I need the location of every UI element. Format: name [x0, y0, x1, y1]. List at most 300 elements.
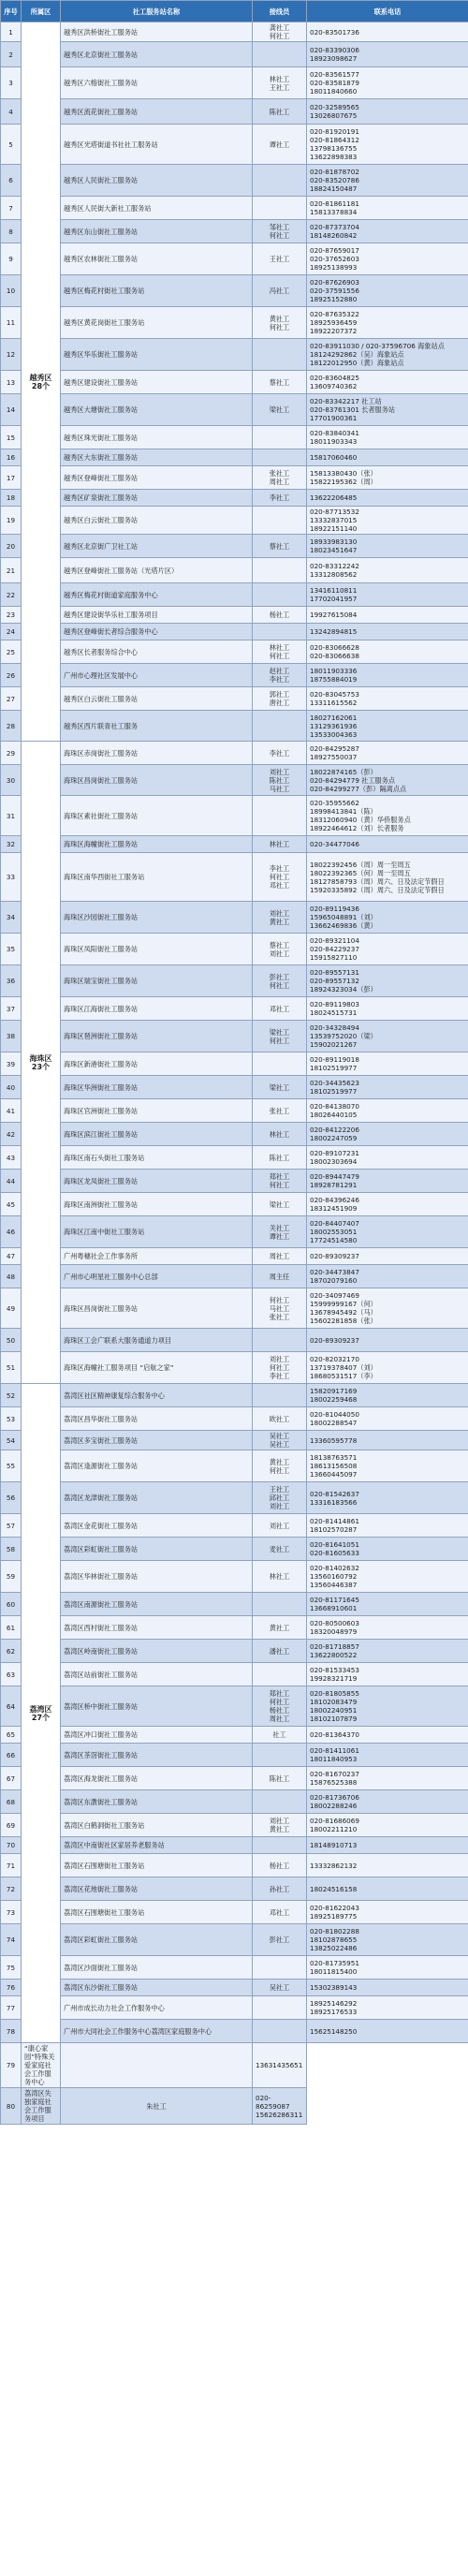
cell-station-name: 广州市心明星社工服务中心总部 [61, 1265, 253, 1288]
table-row [1, 934, 468, 965]
cell-seq: 19 [1, 507, 22, 535]
cell-phone: 020-81802288 18102878655 13825022486 [307, 1924, 468, 1956]
cell-seq: 27 [1, 687, 22, 711]
cell-seq: 6 [1, 165, 22, 197]
cell-phone: 020-81364370 [307, 1727, 468, 1744]
cell-operator [253, 1384, 307, 1407]
cell-operator [253, 1744, 307, 1767]
table-row [1, 796, 468, 836]
district-count: 23个 [31, 1062, 51, 1071]
table-row [1, 42, 468, 67]
cell-phone: 020-80500603 18320048979 [307, 1616, 468, 1640]
cell-seq: 51 [1, 1352, 22, 1384]
table-row [1, 1538, 468, 1561]
cell-seq: 72 [1, 1877, 22, 1901]
cell-seq: 7 [1, 197, 22, 220]
cell-operator: 郑社工 何社工 [253, 1170, 307, 1193]
cell-operator: 彭社工 [253, 1924, 307, 1956]
cell-operator: 欧社工 [253, 1407, 307, 1431]
cell-district [22, 742, 61, 1384]
district-name: 越秀区 [29, 373, 52, 382]
cell-seq: 52 [1, 1384, 22, 1407]
cell-phone: 020-81878702 020-83520786 18824150487 [307, 165, 468, 197]
table-row [1, 1814, 468, 1837]
cell-station-name: 海珠区南石头街社工服务站 [61, 1146, 253, 1170]
cell-station-name: 海珠区官洲街社工服务站 [61, 1099, 253, 1123]
cell-seq: 26 [1, 664, 22, 687]
cell-operator: 黄社工 何社工 [253, 1450, 307, 1482]
table-row [1, 1216, 468, 1248]
cell-seq: 75 [1, 1956, 22, 1980]
table-row [1, 765, 468, 796]
cell-seq: 14 [1, 394, 22, 426]
cell-operator: 何社工 马社工 张社工 [253, 1288, 307, 1329]
table-row [1, 1248, 468, 1265]
cell-operator: 郭社工 唐社工 [253, 687, 307, 711]
cell-phone: 020-83390306 18923098627 [307, 42, 468, 67]
cell-station-name: 海珠区素社街社工服务站 [61, 796, 253, 836]
cell-phone: 18011903336 18755884019 [307, 664, 468, 687]
cell-phone: 020-87635322 18925936459 18922207372 [307, 307, 468, 339]
table-row [1, 664, 468, 687]
cell-seq: 20 [1, 535, 22, 558]
cell-phone: 020-81686069 18002211210 [307, 1814, 468, 1837]
cell-phone: 020-83561577 020-83581879 18011840660 [307, 67, 468, 99]
cell-phone: 020-81861181 15813378834 [307, 197, 468, 220]
cell-station-name: 荔湾区海龙街社工服务站 [61, 1767, 253, 1790]
cell-station-name: 越秀区梅花村街道家庭服务中心 [61, 583, 253, 607]
cell-seq: 5 [1, 125, 22, 165]
cell-phone: 020-34473847 18702079160 [307, 1265, 468, 1288]
cell-phone: 020-35955662 18998413841（陈） 18312060940（黄）华侨服务点 18922464612（刘）长者服务 [307, 796, 468, 836]
cell-operator: 吴社工 [253, 1980, 307, 1996]
table-row [1, 220, 468, 243]
table-body [1, 22, 468, 2125]
cell-operator: 李社工 [253, 742, 307, 765]
cell-seq: 17 [1, 466, 22, 490]
table-row [1, 1616, 468, 1640]
cell-station-name: 荔湾区彩虹街社工服务站 [61, 1924, 253, 1956]
table-row [1, 1561, 468, 1593]
cell-phone: 020-83501736 [307, 22, 468, 42]
cell-seq: 68 [1, 1790, 22, 1814]
cell-station-name: 越秀区北京街广卫社工站 [61, 535, 253, 558]
cell-station-name: 荔湾区社区精神康复综合服务中心 [61, 1384, 253, 1407]
cell-seq: 35 [1, 934, 22, 965]
table-row [1, 1352, 468, 1384]
table-row [1, 535, 468, 558]
cell-seq: 48 [1, 1265, 22, 1288]
table-row [1, 902, 468, 934]
table-row [1, 1767, 468, 1790]
table-row [1, 997, 468, 1021]
cell-phone: 020-81044050 18002288547 [307, 1407, 468, 1431]
table-row [1, 197, 468, 220]
cell-phone: 020-83911030 / 020-37596706 海象站点 18124292862（吴）海象站点 18122012950（黄）海象站点 [307, 339, 468, 371]
cell-operator: 社工 [253, 1727, 307, 1744]
cell-station-name: 荔湾区南源街社工服务站 [61, 1593, 253, 1616]
cell-station-name: 越秀区人民街社工服务站 [61, 165, 253, 197]
cell-phone: 020-81542637 13316183566 [307, 1482, 468, 1514]
district-name: 海珠区 [29, 1053, 52, 1063]
cell-operator [253, 449, 307, 466]
cell-station-name: 越秀区东山街社工服务站 [61, 220, 253, 243]
cell-seq: 53 [1, 1407, 22, 1431]
cell-station-name: 荔湾区西村街社工服务站 [61, 1616, 253, 1640]
table-row [1, 742, 468, 765]
cell-phone: 15820917169 18002259468 [307, 1384, 468, 1407]
cell-station-name: 海珠区新港街社工服务站 [61, 1052, 253, 1076]
cell-seq: 61 [1, 1616, 22, 1640]
table-row [1, 1482, 468, 1514]
cell-seq: 36 [1, 965, 22, 997]
cell-phone: 020-81736706 18002288246 [307, 1790, 468, 1814]
cell-station-name: 荔湾区东漖街社工服务站 [61, 1790, 253, 1814]
cell-operator: 郑社工 何社工 杨社工 周社工 [253, 1686, 307, 1727]
cell-station-name: 海珠区凤阳街社工服务站 [61, 934, 253, 965]
cell-phone: 13631435651 [253, 2043, 307, 2088]
cell-station-name: 越秀区长者服务综合中心 [61, 640, 253, 664]
table-row [1, 1980, 468, 1996]
cell-operator: 李社工 何社工 邓社工 [253, 853, 307, 902]
cell-operator [253, 165, 307, 197]
cell-station-name: 荔湾区冲口街社工服务站 [61, 1727, 253, 1744]
cell-operator: 林社工 何社工 [253, 640, 307, 664]
table-row [1, 2043, 468, 2088]
cell-operator [253, 583, 307, 607]
cell-seq: 23 [1, 607, 22, 624]
cell-seq: 57 [1, 1514, 22, 1538]
cell-phone: 020-81805855 18102083479 18002240951 18102107879 [307, 1686, 468, 1727]
cell-station-name: 越秀区大塘街社工服务站 [61, 394, 253, 426]
cell-seq: 8 [1, 220, 22, 243]
cell-operator [253, 1996, 307, 2020]
cell-seq: 47 [1, 1248, 22, 1265]
table-row [1, 965, 468, 997]
cell-operator: 麦社工 [253, 1538, 307, 1561]
cell-station-name: 荔湾区沙面街社工服务站 [61, 1956, 253, 1980]
cell-operator: 谭社工 [253, 125, 307, 165]
cell-station-name: 越秀区北京街社工服务站 [61, 42, 253, 67]
cell-seq: 54 [1, 1431, 22, 1450]
cell-station-name: 荔湾区桥中街社工服务站 [61, 1686, 253, 1727]
table-row [1, 1956, 468, 1980]
table-row [1, 1663, 468, 1686]
table-row [1, 275, 468, 307]
cell-seq: 24 [1, 624, 22, 640]
cell-phone: 020-81411061 18011840953 [307, 1744, 468, 1767]
cell-operator [253, 1663, 307, 1686]
table-row [1, 394, 468, 426]
cell-station-name: 越秀区梅花村街社工服务站 [61, 275, 253, 307]
cell-phone: 020-81670237 15876525388 [307, 1767, 468, 1790]
cell-station-name: 海珠区海幢街社工服务站 [61, 836, 253, 853]
cell-district [22, 1384, 61, 2043]
cell-station-name: 海珠区昌岗街社工服务站 [61, 1288, 253, 1329]
district-count: 27个 [31, 1713, 51, 1722]
cell-phone: 020-81402632 13560160792 13560446387 [307, 1561, 468, 1593]
cell-station-name: 越秀区洪桥街社工服务站 [61, 22, 253, 42]
cell-station-name: 海珠区赤岗街社工服务站 [61, 742, 253, 765]
cell-operator: 梁社工 [253, 1076, 307, 1099]
cell-operator: 林社工 [253, 1561, 307, 1593]
table-row [1, 1052, 468, 1076]
cell-phone: 18138763571 18613156508 13660445097 [307, 1450, 468, 1482]
cell-phone: 020-89107231 18002303694 [307, 1146, 468, 1170]
cell-phone: 020-34097469 15999999167（何） 13678945492（马） 15602281858（张） [307, 1288, 468, 1329]
table-row [1, 853, 468, 902]
cell-phone: 18022874165（彭） 020-84294779 社工服务点 020-84299277（彭）隔离点点 [307, 765, 468, 796]
cell-seq: 39 [1, 1052, 22, 1076]
table-row [1, 426, 468, 449]
table-row [1, 1837, 468, 1854]
cell-station-name: 广州市心理社区发展中心 [61, 664, 253, 687]
table-row [1, 558, 468, 583]
cell-operator: 邓社工 [253, 997, 307, 1021]
cell-operator: 张社工 [253, 1099, 307, 1123]
cell-operator: 周主任 [253, 1265, 307, 1288]
cell-operator: 蔡社工 [253, 371, 307, 394]
cell-phone: 020-87626903 020-37591556 18925152880 [307, 275, 468, 307]
table-row [1, 2088, 468, 2125]
cell-operator [253, 197, 307, 220]
cell-operator: 林社工 王社工 [253, 67, 307, 99]
cell-operator: 黄社工 [253, 1616, 307, 1640]
cell-seq: 71 [1, 1854, 22, 1877]
cell-operator [61, 2043, 253, 2088]
table-row [1, 640, 468, 664]
cell-seq: 12 [1, 339, 22, 371]
cell-operator [253, 426, 307, 449]
cell-seq: 59 [1, 1561, 22, 1593]
cell-operator [253, 42, 307, 67]
cell-phone: 13622206485 [307, 490, 468, 507]
cell-station-name: 荔湾区中南街社区家居养老服务站 [61, 1837, 253, 1854]
cell-phone: 020-89321104 020-84229237 15915827110 [307, 934, 468, 965]
table-row [1, 339, 468, 371]
header-seq: 序号 [1, 1, 22, 22]
cell-operator: 刘社工 黄社工 [253, 1814, 307, 1837]
cell-seq: 80 [1, 2088, 22, 2125]
cell-operator: 梁社工 [253, 1193, 307, 1216]
table-row [1, 507, 468, 535]
cell-station-name: 荔湾区东沙街社工服务站 [61, 1980, 253, 1996]
cell-station-name: 荔湾区石围塘街社工服务站 [61, 1854, 253, 1877]
cell-operator: 邓社工 [253, 1901, 307, 1924]
table-row [1, 687, 468, 711]
table-row [1, 1076, 468, 1099]
cell-station-name: 越秀区登峰街社工服务站（光塔片区） [61, 558, 253, 583]
table-row [1, 1407, 468, 1431]
cell-station-name: 荔湾区石围塘街社工服务站 [61, 1901, 253, 1924]
cell-phone: 020-83312242 13312808562 [307, 558, 468, 583]
cell-operator: 邹社工 何社工 [253, 220, 307, 243]
cell-phone: 020-81171645 13668910601 [307, 1593, 468, 1616]
cell-station-name: “康心家园”特殊关爱家庭社会工作服务中心 [22, 2043, 61, 2088]
cell-operator: 蔡社工 刘社工 [253, 934, 307, 965]
header-station-name: 社工服务站名称 [61, 1, 253, 22]
cell-operator [253, 796, 307, 836]
cell-operator: 陈社工 [253, 1767, 307, 1790]
cell-operator: 刘社工 陈社工 马社工 [253, 765, 307, 796]
table-row [1, 1123, 468, 1146]
cell-seq: 34 [1, 902, 22, 934]
cell-station-name: 荔湾区昌华街社工服务站 [61, 1407, 253, 1431]
cell-phone: 15625148250 [307, 2020, 468, 2043]
cell-station-name: 荔湾区岭南街社工服务站 [61, 1640, 253, 1663]
cell-seq: 9 [1, 243, 22, 275]
cell-seq: 11 [1, 307, 22, 339]
cell-seq: 77 [1, 1996, 22, 2020]
table-row [1, 1640, 468, 1663]
table-row [1, 607, 468, 624]
table-row [1, 1099, 468, 1123]
cell-seq: 66 [1, 1744, 22, 1767]
cell-station-name: 越秀区登峰街长者综合服务中心 [61, 624, 253, 640]
table-row [1, 1193, 468, 1216]
table-row [1, 99, 468, 125]
cell-station-name: 荔湾区华林街社工服务站 [61, 1561, 253, 1593]
district-name: 荔湾区 [29, 1704, 52, 1714]
cell-phone: 020-84122206 18002247059 [307, 1123, 468, 1146]
cell-station-name: 荔湾区逢源街社工服务站 [61, 1450, 253, 1482]
cell-phone: 020-83045753 13311615562 [307, 687, 468, 711]
cell-operator [253, 1052, 307, 1076]
table-row [1, 1329, 468, 1352]
cell-phone: 020-87713532 13332837015 18922151140 [307, 507, 468, 535]
table-row [1, 1854, 468, 1877]
table-header-row [1, 1, 468, 22]
cell-phone: 020-84407407 18002553051 17724514580 [307, 1216, 468, 1248]
cell-seq: 69 [1, 1814, 22, 1837]
table-row [1, 1021, 468, 1052]
table-row [1, 1288, 468, 1329]
cell-seq: 29 [1, 742, 22, 765]
cell-seq: 70 [1, 1837, 22, 1854]
cell-operator: 周社工 [253, 1248, 307, 1265]
cell-phone: 13242894815 [307, 624, 468, 640]
cell-station-name: 越秀区建设街社工服务站 [61, 371, 253, 394]
table-row [1, 307, 468, 339]
cell-station-name: 海珠区琶洲街社工服务站 [61, 1021, 253, 1052]
cell-operator [253, 1790, 307, 1814]
district-count: 28个 [31, 381, 51, 390]
cell-seq: 67 [1, 1767, 22, 1790]
cell-operator: 刘社工 [253, 1514, 307, 1538]
cell-station-name: 海珠区南洲街社工服务站 [61, 1193, 253, 1216]
cell-station-name: 荔湾区彩虹街社工服务站 [61, 1538, 253, 1561]
cell-operator: 龚社工 何社工 [253, 22, 307, 42]
cell-phone: 18925146292 18925176533 [307, 1996, 468, 2020]
cell-phone: 020-83066628 020-83066638 [307, 640, 468, 664]
cell-station-name: 越秀区西片联青社工服务 [61, 711, 253, 742]
table-row [1, 125, 468, 165]
cell-operator: 梁社工 [253, 394, 307, 426]
cell-phone: 18027162061 13129361936 13533004363 [307, 711, 468, 742]
cell-seq: 28 [1, 711, 22, 742]
cell-phone: 020-34328494 13539752020（梁） 15902021267 [307, 1021, 468, 1052]
cell-operator: 杨社工 [253, 607, 307, 624]
cell-seq: 44 [1, 1170, 22, 1193]
cell-seq: 65 [1, 1727, 22, 1744]
header-operator: 接线员 [253, 1, 307, 22]
cell-operator: 陈社工 [253, 99, 307, 125]
cell-seq: 76 [1, 1980, 22, 1996]
header-phone: 联系电话 [307, 1, 468, 22]
cell-operator: 黄社工 何社工 [253, 307, 307, 339]
cell-phone: 15817060460 [307, 449, 468, 466]
cell-station-name: 海珠区昌岗街社工服务站 [61, 765, 253, 796]
cell-operator: 林社工 [253, 1123, 307, 1146]
cell-station-name: 广州市成长动力社会工作服务中心 [61, 1996, 253, 2020]
cell-phone: 18024516158 [307, 1877, 468, 1901]
header-district: 所属区 [22, 1, 61, 22]
table-row [1, 836, 468, 853]
cell-phone: 020-89309237 [307, 1248, 468, 1265]
table-row [1, 466, 468, 490]
cell-phone: 020-81718857 13622800522 [307, 1640, 468, 1663]
cell-seq: 30 [1, 765, 22, 796]
table-row [1, 371, 468, 394]
cell-seq: 15 [1, 426, 22, 449]
cell-seq: 50 [1, 1329, 22, 1352]
cell-phone: 13416110811 17702041957 [307, 583, 468, 607]
cell-operator [253, 1956, 307, 1980]
cell-station-name: 荔湾区失独家庭社会工作服务项目 [22, 2088, 61, 2125]
cell-phone: 13360595778 [307, 1431, 468, 1450]
cell-seq: 64 [1, 1686, 22, 1727]
cell-operator [253, 507, 307, 535]
cell-seq: 62 [1, 1640, 22, 1663]
cell-operator: 杨社工 [253, 1854, 307, 1877]
cell-phone: 020-83342217 社工站 020-83761301 长者服务站 17701900361 [307, 394, 468, 426]
cell-station-name: 越秀区珠光街社工服务站 [61, 426, 253, 449]
cell-phone: 19927615084 [307, 607, 468, 624]
cell-station-name: 海珠区江海街社工服务站 [61, 997, 253, 1021]
cell-seq: 31 [1, 796, 22, 836]
cell-station-name: 海珠区沙园街社工服务站 [61, 902, 253, 934]
cell-station-name: 越秀区白云街社工服务站 [61, 687, 253, 711]
table-row [1, 22, 468, 42]
cell-seq: 74 [1, 1924, 22, 1956]
cell-operator [253, 1329, 307, 1352]
table-row [1, 1996, 468, 2020]
cell-operator: 张社工 周社工 [253, 466, 307, 490]
table-row [1, 1431, 468, 1450]
cell-seq: 18 [1, 490, 22, 507]
cell-seq: 63 [1, 1663, 22, 1686]
cell-station-name: 越秀区大东街社工服务站 [61, 449, 253, 466]
cell-station-name: 越秀区人民街大新社工服务站 [61, 197, 253, 220]
cell-station-name: 越秀区六榕街社工服务站 [61, 67, 253, 99]
cell-station-name: 荔湾区花地街社工服务站 [61, 1877, 253, 1901]
table-row [1, 1727, 468, 1744]
cell-phone: 020-81622043 18925189775 [307, 1901, 468, 1924]
cell-operator [253, 711, 307, 742]
cell-operator: 刘社工 黄社工 [253, 902, 307, 934]
cell-phone: 020-81735951 18011815400 [307, 1956, 468, 1980]
cell-phone: 15302389143 [307, 1980, 468, 1996]
cell-phone: 020-81533453 19928321719 [307, 1663, 468, 1686]
cell-station-name: 荔湾区龙津街社工服务站 [61, 1482, 253, 1514]
cell-station-name: 海珠区龙凤街社工服务站 [61, 1170, 253, 1193]
cell-operator [253, 339, 307, 371]
cell-station-name: 海珠区工会广联系大服务通道力项目 [61, 1329, 253, 1352]
cell-seq: 37 [1, 997, 22, 1021]
cell-operator: 刘社工 何社工 李社工 [253, 1352, 307, 1384]
cell-operator: 朱社工 [61, 2088, 253, 2125]
table-row [1, 1877, 468, 1901]
